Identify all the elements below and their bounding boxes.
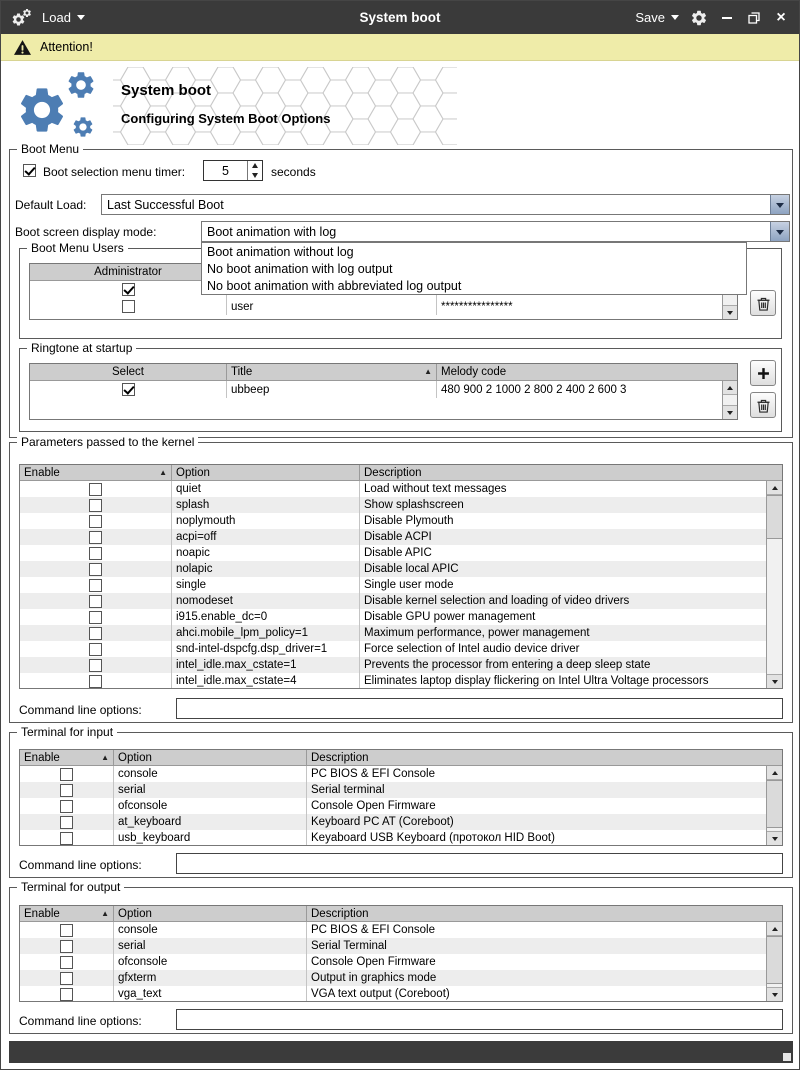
- terminal-output-row: [20, 938, 782, 954]
- terminal-description-cell: Serial Terminal: [311, 940, 387, 952]
- honeycomb-pattern: [113, 67, 457, 145]
- terminal-input-cmdline-label: Command line options:: [19, 858, 142, 872]
- trash-icon: [755, 295, 772, 312]
- terminal-description-cell: Keyaboard USB Keyboard (протокол HID Boot): [311, 832, 555, 844]
- user-row: [30, 298, 737, 315]
- trash-icon: [755, 397, 772, 414]
- close-icon: ×: [776, 8, 786, 26]
- system-boot-logo-gears-icon: [15, 65, 107, 145]
- param-description-cell: Disable GPU power management: [364, 611, 536, 623]
- terminal-description-cell: Output in graphics mode: [311, 972, 437, 984]
- scroll-down-icon[interactable]: [723, 405, 737, 419]
- attention-text: Attention!: [40, 40, 93, 54]
- param-option-cell: nolapic: [172, 561, 360, 577]
- param-enable-checkbox[interactable]: [89, 611, 102, 624]
- minimize-icon: [722, 17, 732, 19]
- terminal-input-group: [9, 725, 793, 878]
- param-description-cell: Disable Plymouth: [364, 515, 454, 527]
- param-enable-checkbox[interactable]: [89, 531, 102, 544]
- terminal-description-cell: PC BIOS & EFI Console: [311, 768, 435, 780]
- terminal-enable-checkbox[interactable]: [60, 800, 73, 813]
- title-column-header[interactable]: Title ▲: [227, 364, 437, 380]
- user-admin-checkbox[interactable]: [122, 300, 135, 313]
- terminal-output-row: [20, 922, 782, 938]
- delete-user-button[interactable]: [750, 290, 776, 316]
- page-header: [1, 61, 799, 149]
- kernel-param-row: [20, 561, 782, 577]
- param-description-cell: Disable APIC: [364, 547, 432, 559]
- user-name-cell: user: [227, 298, 437, 315]
- param-description-cell: Maximum performance, power management: [364, 627, 590, 639]
- terminal-option-cell: console: [114, 922, 307, 938]
- param-description-cell: Disable kernel selection and loading of video drivers: [364, 595, 630, 607]
- display-mode-select[interactable]: [201, 221, 790, 242]
- terminal-input-legend: Terminal for input: [17, 725, 117, 739]
- param-enable-checkbox[interactable]: [89, 675, 102, 688]
- param-option-cell: nomodeset: [172, 593, 360, 609]
- melody-column-header[interactable]: Melody code: [441, 366, 507, 378]
- param-enable-checkbox[interactable]: [89, 547, 102, 560]
- terminal-output-row: [20, 954, 782, 970]
- ringtone-title-cell: ubbeep: [227, 381, 437, 398]
- terminal-option-cell: usb_keyboard: [114, 830, 307, 845]
- param-option-cell: noapic: [172, 545, 360, 561]
- description-column-header[interactable]: Description: [311, 907, 369, 920]
- dropdown-option[interactable]: No boot animation with abbreviated log output: [207, 278, 462, 293]
- ringtone-table-header: [30, 364, 737, 381]
- timer-unit-label: seconds: [271, 165, 316, 179]
- terminal-output-rows: [20, 922, 782, 1001]
- terminal-output-cmdline-input[interactable]: [176, 1009, 783, 1030]
- load-menu-button[interactable]: [42, 10, 85, 25]
- kernel-param-row: [20, 497, 782, 513]
- enable-column-header[interactable]: Enable ▲: [20, 906, 114, 921]
- terminal-output-header: [20, 906, 782, 922]
- param-enable-checkbox[interactable]: [89, 579, 102, 592]
- param-option-cell: i915.enable_dc=0: [172, 609, 360, 625]
- window-title: System boot: [359, 10, 441, 25]
- spinner-buttons: [247, 161, 262, 180]
- terminal-output-row: [20, 970, 782, 986]
- terminal-enable-checkbox[interactable]: [60, 924, 73, 937]
- close-button[interactable]: [773, 10, 789, 26]
- sort-ascending-icon: [101, 910, 109, 918]
- terminal-enable-checkbox[interactable]: [60, 768, 73, 781]
- terminal-description-cell: Console Open Firmware: [311, 956, 436, 968]
- kernel-param-row: [20, 625, 782, 641]
- param-description-cell: Disable local APIC: [364, 563, 459, 575]
- terminal-enable-checkbox[interactable]: [60, 972, 73, 985]
- save-menu-label: Save: [635, 10, 665, 25]
- ringtone-select-checkbox[interactable]: [122, 383, 135, 396]
- terminal-input-row: [20, 798, 782, 814]
- chevron-down-icon[interactable]: [770, 195, 789, 214]
- ringtone-group: [19, 341, 782, 432]
- option-column-header[interactable]: Option: [114, 906, 307, 921]
- load-menu-label: Load: [42, 10, 71, 25]
- param-description-cell: Single user mode: [364, 579, 454, 591]
- terminal-enable-checkbox[interactable]: [60, 816, 73, 829]
- display-mode-value: Boot animation with log: [207, 224, 337, 239]
- warning-triangle-icon: [13, 39, 32, 56]
- scrollbar-thumb[interactable]: [767, 780, 782, 828]
- ringtone-melody-cell: 480 900 2 1000 2 800 2 400 2 600 3: [441, 383, 627, 396]
- terminal-input-header: [20, 750, 782, 766]
- user-password-cell: ****************: [441, 300, 513, 313]
- terminal-enable-checkbox[interactable]: [60, 832, 73, 845]
- ringtone-row: [30, 381, 737, 398]
- select-column-header[interactable]: Select: [30, 364, 227, 380]
- terminal-enable-checkbox[interactable]: [60, 784, 73, 797]
- terminal-option-cell: gfxterm: [114, 970, 307, 986]
- minimize-button[interactable]: [719, 10, 735, 26]
- terminal-input-row: [20, 814, 782, 830]
- sort-ascending-icon: [159, 469, 167, 477]
- terminal-output-cmdline-label: Command line options:: [19, 1014, 142, 1028]
- delete-ringtone-button[interactable]: [750, 392, 776, 418]
- kernel-cmdline-label: Command line options:: [19, 703, 142, 717]
- terminal-input-row: [20, 782, 782, 798]
- option-column-header[interactable]: Option: [172, 465, 360, 480]
- save-menu-button[interactable]: [635, 10, 679, 25]
- terminal-input-table: [19, 749, 783, 846]
- terminal-output-legend: Terminal for output: [17, 880, 124, 894]
- sort-ascending-icon: [424, 368, 432, 376]
- terminal-input-scrollbar[interactable]: [766, 766, 782, 845]
- display-mode-label: Boot screen display mode:: [15, 225, 157, 239]
- ringtone-rows: [30, 381, 737, 419]
- terminal-enable-checkbox[interactable]: [60, 940, 73, 953]
- terminal-option-cell: at_keyboard: [114, 814, 307, 830]
- terminal-option-cell: ofconsole: [114, 798, 307, 814]
- kernel-param-row: [20, 593, 782, 609]
- param-description-cell: Prevents the processor from entering a deep sleep state: [364, 659, 651, 671]
- app-gear-icon: [11, 8, 33, 28]
- timer-checkbox[interactable]: [23, 164, 36, 177]
- maximize-button[interactable]: [746, 10, 762, 26]
- terminal-option-cell: serial: [114, 938, 307, 954]
- ringtone-legend: Ringtone at startup: [27, 341, 136, 355]
- param-description-cell: Force selection of Intel audio device driver: [364, 643, 580, 655]
- terminal-option-cell: vga_text: [114, 986, 307, 1001]
- param-description-cell: Eliminates laptop display flickering on Intel Ultra Voltage processors: [364, 675, 709, 687]
- administrator-column-header[interactable]: Administrator: [30, 264, 227, 280]
- param-enable-checkbox[interactable]: [89, 563, 102, 576]
- timer-value-input[interactable]: [204, 161, 247, 180]
- spinner-up-button[interactable]: [248, 161, 262, 171]
- terminal-enable-checkbox[interactable]: [60, 956, 73, 969]
- terminal-description-cell: VGA text output (Coreboot): [311, 988, 450, 1000]
- kernel-table-header: [20, 465, 782, 481]
- scroll-up-icon[interactable]: [767, 922, 782, 936]
- enable-column-header[interactable]: Enable ▲: [20, 465, 172, 480]
- terminal-description-cell: Serial terminal: [311, 784, 385, 796]
- kernel-parameters-group: [9, 435, 793, 723]
- terminal-output-scrollbar[interactable]: [766, 922, 782, 1001]
- boot-menu-users-legend: Boot Menu Users: [27, 241, 128, 255]
- default-load-select[interactable]: [101, 194, 790, 215]
- kernel-param-row: [20, 577, 782, 593]
- boot-menu-legend: Boot Menu: [17, 142, 83, 156]
- param-description-cell: Load without text messages: [364, 483, 507, 495]
- param-enable-checkbox[interactable]: [89, 627, 102, 640]
- scroll-up-icon[interactable]: [767, 481, 782, 495]
- option-column-header[interactable]: Option: [114, 750, 307, 765]
- terminal-input-rows: [20, 766, 782, 845]
- param-enable-checkbox[interactable]: [89, 499, 102, 512]
- param-enable-checkbox[interactable]: [89, 515, 102, 528]
- terminal-input-cmdline-input[interactable]: [176, 853, 783, 874]
- param-option-cell: acpi=off: [172, 529, 360, 545]
- timer-label: Boot selection menu timer:: [43, 165, 186, 179]
- default-load-label: Default Load:: [15, 198, 87, 212]
- param-description-cell: Disable ACPI: [364, 531, 432, 543]
- ringtone-table: [29, 363, 738, 420]
- spinner-down-button[interactable]: [248, 171, 262, 181]
- param-enable-checkbox[interactable]: [89, 483, 102, 496]
- param-option-cell: intel_idle.max_cstate=4: [172, 673, 360, 688]
- terminal-output-row: [20, 986, 782, 1001]
- scroll-up-icon[interactable]: [723, 381, 737, 395]
- add-ringtone-button[interactable]: [750, 360, 776, 386]
- param-enable-checkbox[interactable]: [89, 659, 102, 672]
- user-admin-checkbox[interactable]: [122, 283, 135, 296]
- param-option-cell: noplymouth: [172, 513, 360, 529]
- terminal-output-table: [19, 905, 783, 1002]
- plus-icon: [756, 366, 771, 381]
- kernel-param-row: [20, 673, 782, 688]
- page-title: System boot: [121, 82, 212, 99]
- kernel-scrollbar[interactable]: [766, 481, 782, 688]
- chevron-down-icon: [77, 15, 85, 24]
- kernel-cmdline-input[interactable]: [176, 698, 783, 719]
- scroll-down-icon[interactable]: [767, 987, 782, 1001]
- param-option-cell: snd-intel-dspcfg.dsp_driver=1: [172, 641, 360, 657]
- titlebar: [1, 1, 799, 34]
- terminal-description-cell: PC BIOS & EFI Console: [311, 924, 435, 936]
- kernel-param-row: [20, 609, 782, 625]
- param-option-cell: ahci.mobile_lpm_policy=1: [172, 625, 360, 641]
- scroll-up-icon[interactable]: [767, 766, 782, 780]
- param-enable-checkbox[interactable]: [89, 643, 102, 656]
- terminal-description-cell: Keyboard PC AT (Coreboot): [311, 816, 454, 828]
- chevron-down-icon[interactable]: [770, 222, 789, 241]
- kernel-param-row: [20, 545, 782, 561]
- kernel-param-row: [20, 641, 782, 657]
- param-option-cell: splash: [172, 497, 360, 513]
- terminal-input-row: [20, 830, 782, 845]
- status-bar: [9, 1041, 793, 1063]
- scroll-down-icon[interactable]: [723, 305, 737, 319]
- enable-column-header[interactable]: Enable ▲: [20, 750, 114, 765]
- terminal-input-row: [20, 766, 782, 782]
- kernel-param-row: [20, 529, 782, 545]
- default-load-value: Last Successful Boot: [107, 197, 224, 212]
- kernel-param-row: [20, 657, 782, 673]
- scrollbar-thumb[interactable]: [767, 495, 782, 539]
- scrollbar-thumb[interactable]: [767, 936, 782, 984]
- dropdown-option[interactable]: Boot animation without log: [207, 244, 354, 259]
- terminal-output-group: [9, 880, 793, 1034]
- param-option-cell: intel_idle.max_cstate=1: [172, 657, 360, 673]
- chevron-down-icon: [671, 15, 679, 24]
- description-column-header[interactable]: Description: [364, 466, 422, 479]
- param-description-cell: Show splashscreen: [364, 499, 464, 511]
- param-option-cell: quiet: [172, 481, 360, 497]
- terminal-enable-checkbox[interactable]: [60, 988, 73, 1001]
- param-option-cell: single: [172, 577, 360, 593]
- ringtone-scrollbar[interactable]: [722, 381, 737, 419]
- scroll-down-icon[interactable]: [767, 831, 782, 845]
- resize-grip[interactable]: [783, 1053, 791, 1061]
- attention-banner: [1, 34, 799, 61]
- kernel-rows: [20, 481, 782, 688]
- settings-gear-icon[interactable]: [690, 9, 708, 27]
- terminal-option-cell: serial: [114, 782, 307, 798]
- scroll-down-icon[interactable]: [767, 674, 782, 688]
- terminal-option-cell: console: [114, 766, 307, 782]
- maximize-restore-icon: [748, 12, 760, 24]
- param-enable-checkbox[interactable]: [89, 595, 102, 608]
- kernel-param-row: [20, 513, 782, 529]
- dropdown-option[interactable]: No boot animation with log output: [207, 261, 393, 276]
- description-column-header[interactable]: Description: [311, 751, 369, 764]
- kernel-parameters-table: [19, 464, 783, 689]
- terminal-option-cell: ofconsole: [114, 954, 307, 970]
- page-subtitle: Configuring System Boot Options: [121, 111, 331, 126]
- timer-spinner: [203, 160, 263, 181]
- sort-ascending-icon: [101, 754, 109, 762]
- terminal-description-cell: Console Open Firmware: [311, 800, 436, 812]
- display-mode-dropdown-list: [201, 242, 747, 295]
- kernel-parameters-legend: Parameters passed to the kernel: [17, 435, 198, 449]
- kernel-param-row: [20, 481, 782, 497]
